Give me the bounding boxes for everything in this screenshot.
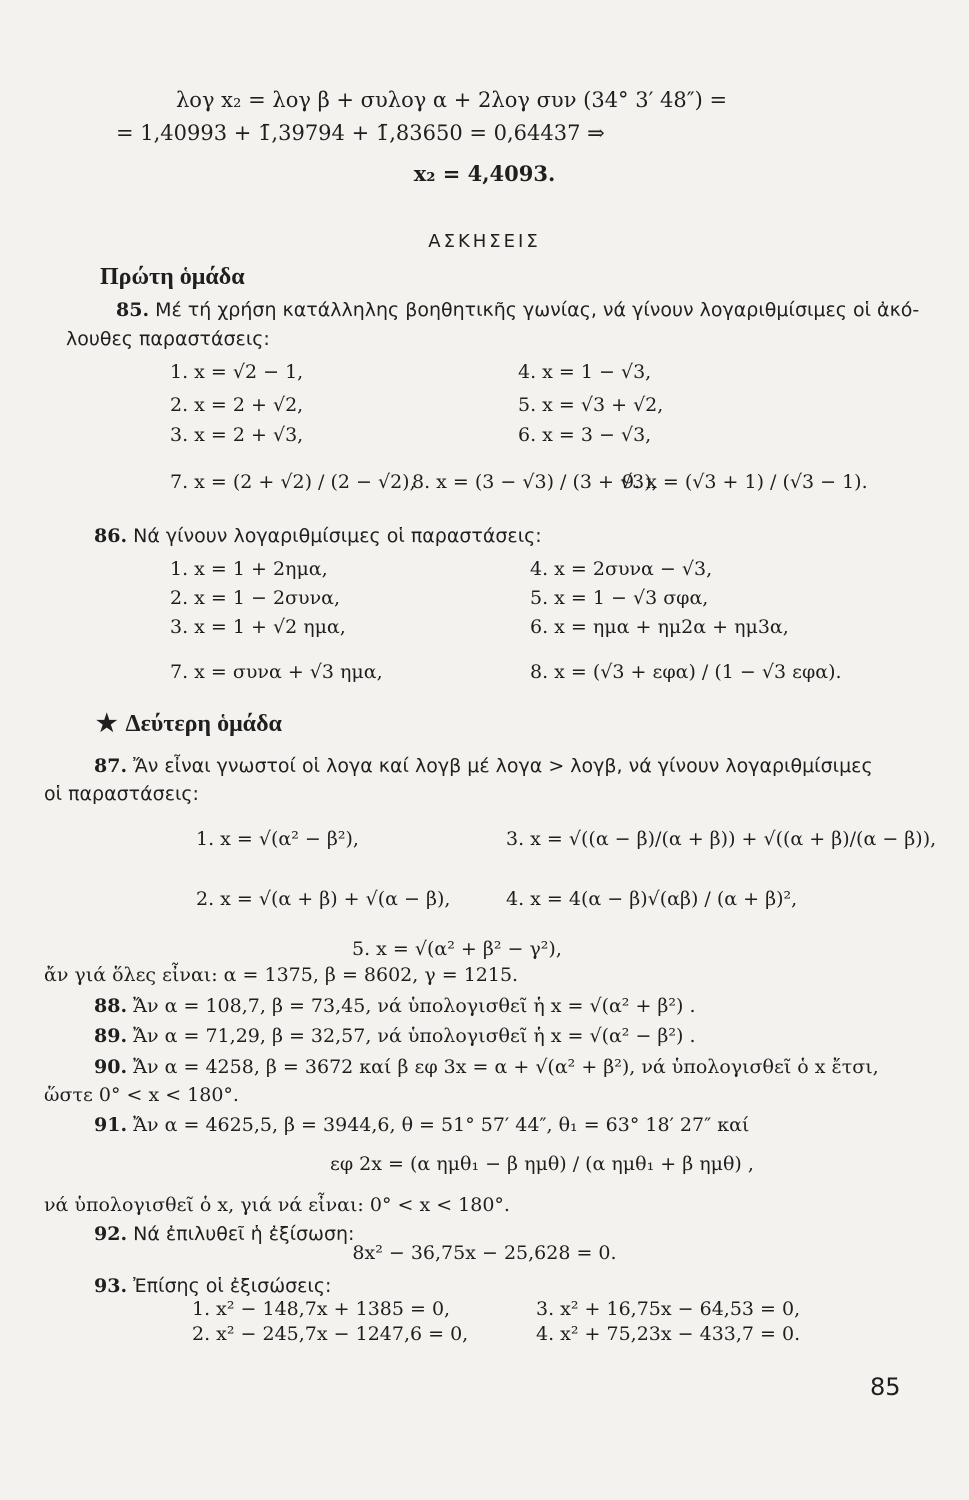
equation: 8x² − 36,75x − 25,628 = 0. bbox=[352, 1242, 617, 1264]
list-item: 8. x = (√3 + εφα) / (1 − √3 εφα). bbox=[530, 661, 842, 683]
exercise-number: 85. bbox=[116, 299, 150, 321]
list-item: 9. x = (√3 + 1) / (√3 − 1). bbox=[622, 471, 868, 493]
equation-line-2: = 1,40993 + 1̄,39794 + 1̄,83650 = 0,64437 ⇒ bbox=[116, 121, 605, 145]
equation-result: x₂ = 4,4093. bbox=[413, 161, 556, 186]
exercise-text-continued: λουθες παραστάσεις: bbox=[66, 328, 270, 350]
list-item: 4. x² + 75,23x − 433,7 = 0. bbox=[536, 1323, 801, 1345]
exercise-text: Ἐπίσης οἱ ἐξισώσεις: bbox=[133, 1275, 332, 1297]
exercise-number: 91. bbox=[94, 1114, 128, 1136]
group-heading-1: Πρώτη ὁμάδα bbox=[100, 264, 245, 290]
star-icon: ★ bbox=[96, 711, 118, 737]
exercise-number: 87. bbox=[94, 755, 128, 777]
list-item: 4. x = 2συνα − √3, bbox=[530, 558, 713, 580]
exercise-86 bbox=[94, 527, 542, 546]
list-item: 5. x = 1 − √3 σφα, bbox=[530, 587, 709, 609]
exercise-89 bbox=[94, 1027, 696, 1046]
exercise-88 bbox=[94, 997, 696, 1016]
exercise-90 bbox=[94, 1058, 879, 1077]
list-item: 6. x = ημα + ημ2α + ημ3α, bbox=[530, 616, 789, 638]
exercise-text: Ἄν α = 71,29, β = 32,57, νά ὑπολογισθεῖ ἡ x = √(α² − β²) . bbox=[133, 1025, 696, 1047]
list-item: 3. x = 1 + √2 ημα, bbox=[170, 616, 346, 638]
list-item: 1. x² − 148,7x + 1385 = 0, bbox=[192, 1298, 451, 1320]
exercise-number: 92. bbox=[94, 1223, 128, 1245]
list-item: 1. x = √(α² − β²), bbox=[196, 828, 359, 850]
list-item: 2. x = 2 + √2, bbox=[170, 394, 304, 416]
page-number: 85 bbox=[870, 1373, 901, 1401]
formula: εφ 2x = (α ημθ₁ − β ημθ) / (α ημθ₁ + β ημθ) , bbox=[330, 1153, 754, 1175]
exercise-text: Νά ἐπιλυθεῖ ἡ ἐξίσωση: bbox=[133, 1223, 355, 1245]
exercise-number: 86. bbox=[94, 525, 128, 547]
list-item: 3. x = √((α − β)/(α + β)) + √((α + β)/(α − β)), bbox=[506, 828, 937, 850]
exercise-91 bbox=[94, 1116, 749, 1135]
exercise-text: Νά γίνουν λογαριθμίσιμες οἱ παραστάσεις: bbox=[133, 525, 542, 547]
condition-line: ἄν γιά ὅλες εἶναι: α = 1375, β = 8602, γ = 1215. bbox=[44, 964, 519, 986]
list-item: 3. x = 2 + √3, bbox=[170, 424, 304, 446]
group-heading-2-label: Δεύτερη ὁμάδα bbox=[125, 711, 282, 737]
exercise-number: 90. bbox=[94, 1056, 128, 1078]
list-item: 7. x = συνα + √3 ημα, bbox=[170, 661, 383, 683]
exercise-93 bbox=[94, 1277, 331, 1296]
list-item: 5. x = √3 + √2, bbox=[518, 394, 664, 416]
exercise-text-continued: ὥστε 0° < x < 180°. bbox=[44, 1084, 239, 1106]
exercise-text: Ἄν εἶναι γνωστοί οἱ λογα καί λογβ μέ λογα > λογβ, νά γίνουν λογαριθμίσιμες bbox=[133, 755, 873, 777]
list-item: 7. x = (2 + √2) / (2 − √2), bbox=[170, 471, 416, 493]
exercise-number: 89. bbox=[94, 1025, 128, 1047]
group-heading-2 bbox=[96, 709, 282, 738]
list-item: 1. x = 1 + 2ημα, bbox=[170, 558, 328, 580]
list-item: 1. x = √2 − 1, bbox=[170, 361, 304, 383]
exercise-87 bbox=[94, 757, 873, 776]
exercise-text: Ἄν α = 4258, β = 3672 καί β εφ 3x = α + √(α² + β²), νά ὑπολογισθεῖ ὁ x ἔτσι, bbox=[133, 1056, 879, 1078]
list-item: 6. x = 3 − √3, bbox=[518, 424, 652, 446]
list-item: 3. x² + 16,75x − 64,53 = 0, bbox=[536, 1298, 801, 1320]
list-item: 2. x = √(α + β) + √(α − β), bbox=[196, 888, 451, 910]
exercise-text-continued: οἱ παραστάσεις: bbox=[44, 783, 199, 805]
list-item: 2. x = 1 − 2συνα, bbox=[170, 587, 340, 609]
exercise-text-continued: νά ὑπολογισθεῖ ὁ x, γιά νά εἶναι: 0° < x < 180°. bbox=[44, 1194, 510, 1216]
exercise-text: Ἄν α = 4625,5, β = 3944,6, θ = 51° 57′ 44″, θ₁ = 63° 18′ 27″ καί bbox=[133, 1114, 750, 1136]
list-item: 5. x = √(α² + β² − γ²), bbox=[352, 938, 562, 960]
equation-line-1: λογ x₂ = λογ β + συλογ α + 2λογ συν (34° 3′ 48″) = bbox=[176, 88, 728, 112]
exercise-text: Ἄν α = 108,7, β = 73,45, νά ὑπολογισθεῖ ἡ x = √(α² + β²) . bbox=[133, 995, 696, 1017]
list-item: 8. x = (3 − √3) / (3 + √3), bbox=[412, 471, 658, 493]
list-item: 4. x = 4(α − β)√(αβ) / (α + β)², bbox=[506, 888, 798, 910]
exercise-92 bbox=[94, 1225, 354, 1244]
exercise-85 bbox=[116, 301, 919, 320]
section-title: ΑΣΚΗΣΕΙΣ bbox=[428, 231, 541, 252]
exercise-number: 93. bbox=[94, 1275, 128, 1297]
exercise-text: Μέ τή χρήση κατάλληλης βοηθητικῆς γωνίας, νά γίνουν λογαριθμίσιμες οἱ ἀκό- bbox=[155, 299, 920, 321]
list-item: 4. x = 1 − √3, bbox=[518, 361, 652, 383]
exercise-number: 88. bbox=[94, 995, 128, 1017]
list-item: 2. x² − 245,7x − 1247,6 = 0, bbox=[192, 1323, 469, 1345]
